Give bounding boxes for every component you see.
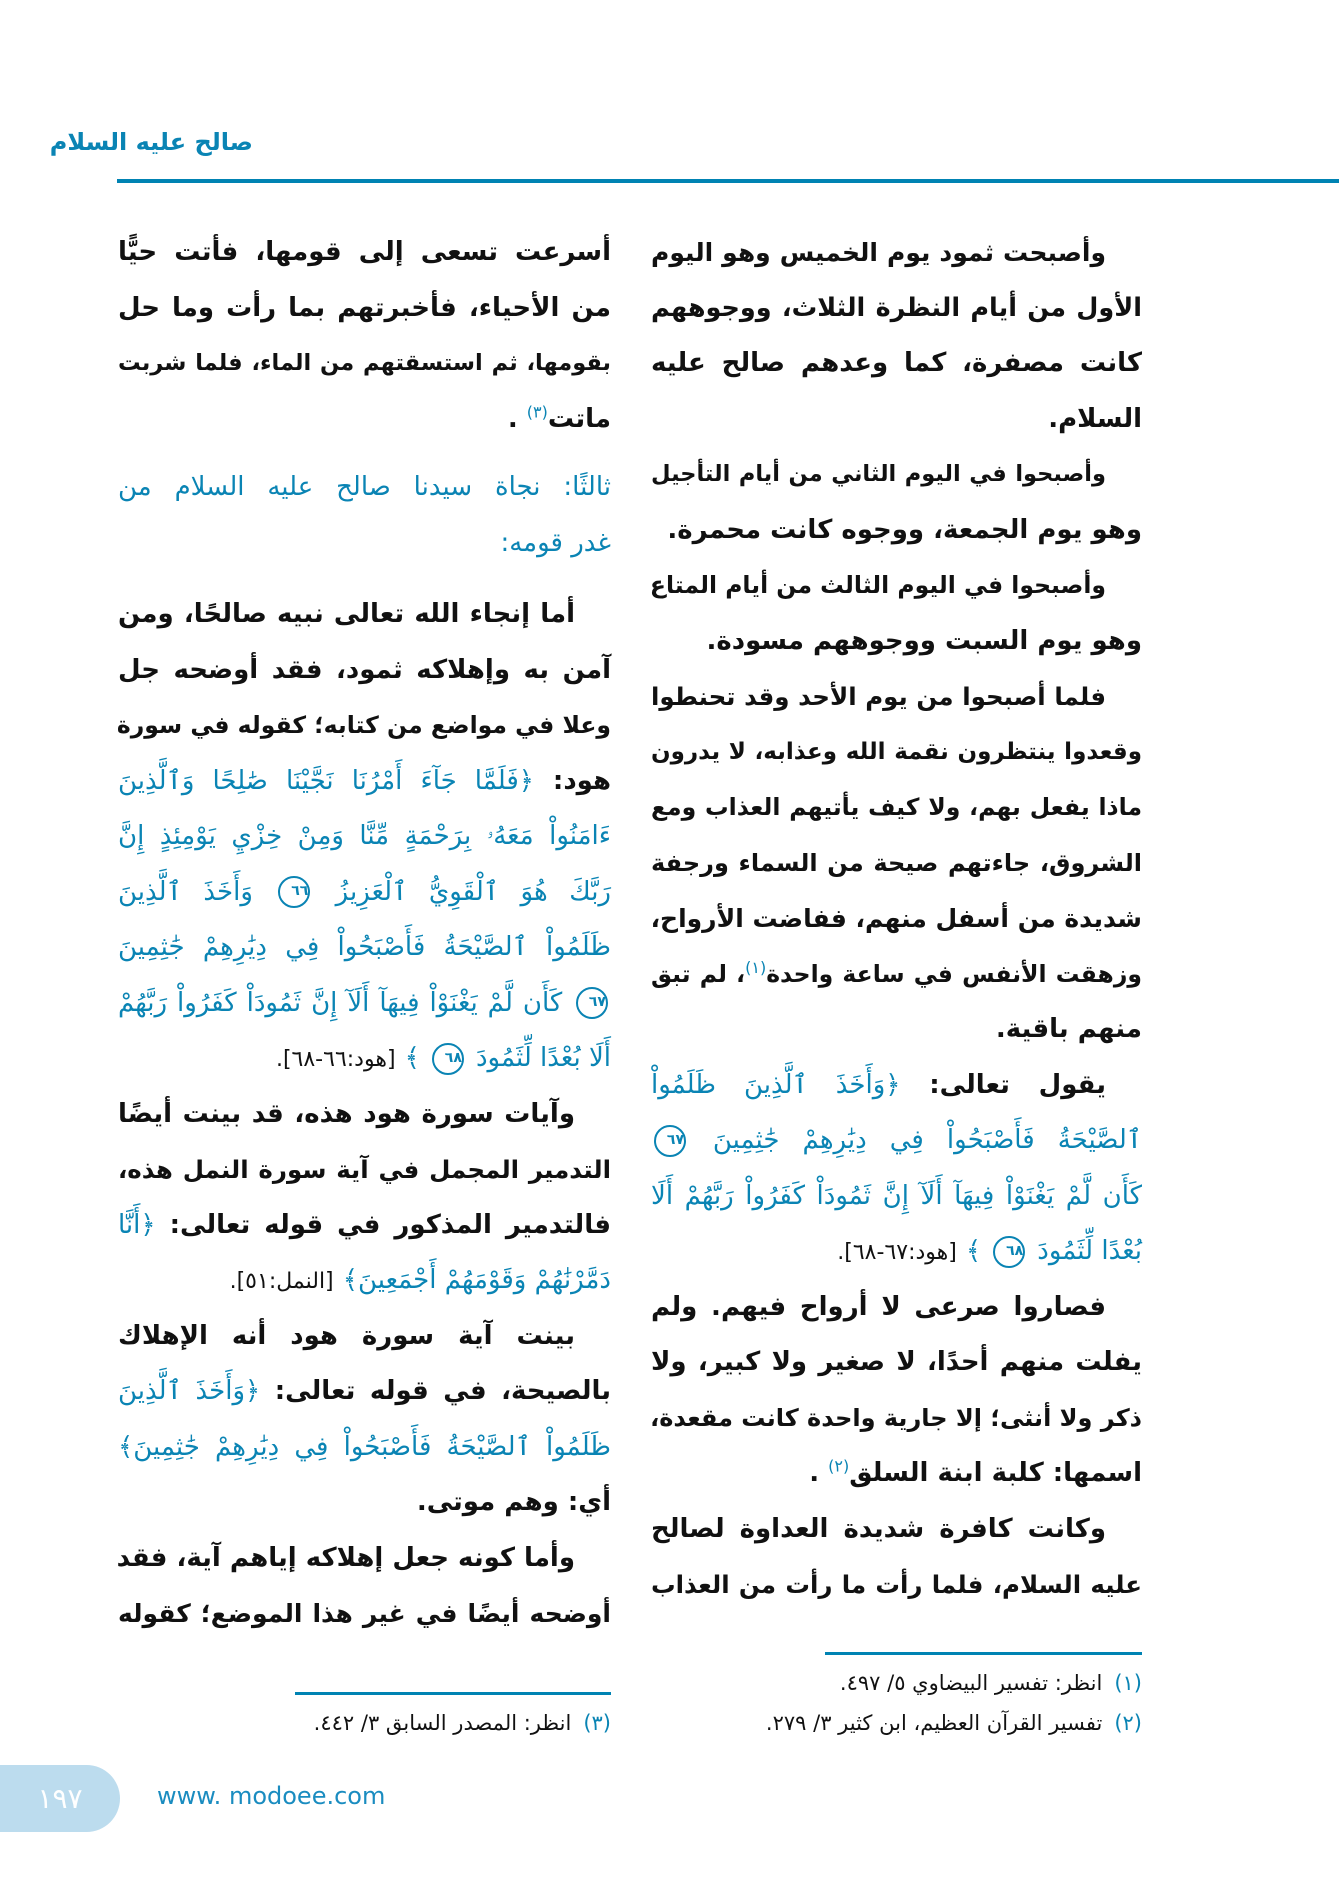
body-text: هود: — [534, 765, 611, 796]
text-line — [118, 1531, 611, 1587]
body-text: . — [809, 1458, 829, 1488]
left-text-column — [118, 225, 611, 1642]
ayah-number-marker: ٦٦ — [278, 876, 310, 908]
text-line — [651, 836, 1142, 892]
body-text: الشروق، جاءتهم صيحة من السماء ورجفة — [651, 848, 1142, 877]
text-line — [118, 1253, 611, 1309]
body-text: وقعدوا ينتظرون نقمة الله وعذابه، لا يدرون — [651, 738, 1142, 765]
body-text: ، لم تبق — [651, 959, 746, 988]
body-text: أي: وهم موتى. — [416, 1487, 611, 1517]
body-text: ماذا يفعل بهم، ولا كيف يأتيهم العذاب ومع — [651, 793, 1142, 821]
body-text: اسمها: كلبة ابنة السلق — [849, 1458, 1142, 1488]
quran-text: كَأَن لَّمْ يَغْنَوْاْ فِيهَآ أَلَآ إِنَّ ثَمُودَاْ كَفَرُواْ رَبَّهُمْ أَلَا — [651, 1180, 1142, 1211]
body-text: وأصبحوا في اليوم الثالث من أيام المتاع — [649, 571, 1106, 599]
heading-line — [118, 516, 611, 572]
quran-text: ﴾ — [965, 1236, 982, 1266]
text-line — [118, 698, 611, 754]
quran-text: ﴿وَأَخَذَ ٱلَّذِينَ ظَلَمُواْ — [651, 1069, 901, 1100]
text-line — [651, 669, 1142, 725]
page-number-tab: ١٩٧ — [0, 1765, 120, 1832]
body-text: أما إنجاء الله تعالى نبيه صالحًا، ومن — [118, 599, 575, 629]
text-line — [651, 1002, 1142, 1058]
text-line — [651, 1502, 1142, 1558]
heading-line — [118, 460, 611, 516]
footnote-rule-right — [825, 1652, 1142, 1655]
body-text: فالتدمير المذكور في قوله تعالى: — [155, 1209, 611, 1240]
text-line — [118, 643, 611, 699]
running-title: صالح عليه السلام — [49, 128, 253, 156]
text-line — [118, 920, 611, 976]
footnote-number: (١) — [1114, 1671, 1142, 1695]
body-text: يقول تعالى: — [900, 1069, 1106, 1100]
text-line — [651, 1058, 1142, 1114]
text-line — [651, 447, 1142, 503]
footnote-number: (٢) — [1114, 1711, 1142, 1735]
body-text: وآيات سورة هود هذه، قد بينت أيضًا — [118, 1098, 575, 1129]
quran-text: ﴿أَنَّا — [118, 1209, 156, 1240]
text-line — [651, 1557, 1142, 1613]
quran-text: ﴿وَأَخَذَ ٱلَّذِينَ — [118, 1376, 261, 1406]
body-text: عليه السلام، فلما رأت ما رأت من العذاب — [651, 1570, 1142, 1599]
footnote-text: انظر: تفسير البيضاوي ٥/ ٤٩٧. — [839, 1671, 1103, 1695]
footnote-text: تفسير القرآن العظيم، ابن كثير ٣/ ٢٧٩. — [765, 1711, 1103, 1735]
verse-reference: [هود:٦٦-٦٨]. — [275, 1047, 396, 1072]
text-line — [651, 392, 1142, 448]
body-text: وزهقت الأنفس في ساعة واحدة — [766, 959, 1142, 988]
text-line — [651, 780, 1142, 836]
text-line — [118, 1031, 611, 1087]
text-line — [118, 754, 611, 810]
text-line — [118, 336, 611, 392]
quran-text: وَأَخَذَ ٱلَّذِينَ — [118, 876, 253, 907]
body-text: التدمير المجمل في آية سورة النمل هذه، — [118, 1155, 611, 1184]
text-line — [651, 1335, 1142, 1391]
ayah-number-marker: ٦٧ — [654, 1125, 686, 1157]
body-text: ذكر ولا أنثى؛ إلا جارية واحدة كانت مقعدة، — [650, 1403, 1142, 1432]
body-text: ماتت — [547, 403, 611, 434]
text-line — [118, 1198, 611, 1254]
text-line — [118, 392, 611, 448]
text-line — [651, 1113, 1142, 1169]
ayah-number-marker: ٦٧ — [576, 987, 608, 1019]
quran-text: ٱلصَّيْحَةُ فَأَصْبَحُواْ فِي دِيَٰرِهِمْ جَٰثِمِينَ — [712, 1125, 1142, 1155]
text-line — [651, 1446, 1142, 1502]
quran-text: أَلَا بُعْدًا لِّثَمُودَ — [475, 1043, 611, 1073]
quran-text: ﴾ — [404, 1043, 420, 1073]
quran-text: ﴿فَلَمَّا جَآءَ أَمْرُنَا نَجَّيْنَا صَٰلِحًا وَٱلَّذِينَ — [118, 765, 535, 796]
text-line — [118, 1420, 611, 1476]
body-text: وأما كونه جعل إهلاكه إياهم آية، فقد — [116, 1542, 575, 1573]
text-line — [651, 1169, 1142, 1225]
body-text: وهو يوم الجمعة، ووجوه كانت محمرة. — [667, 514, 1142, 545]
text-line — [651, 281, 1142, 337]
text-line — [118, 809, 611, 865]
text-line — [651, 336, 1142, 392]
quran-text: بُعْدًا لِّثَمُودَ — [1037, 1236, 1142, 1266]
body-text: الأول من أيام النظرة الثلاث، ووجوههم — [651, 292, 1142, 323]
body-text: منهم باقية. — [995, 1014, 1142, 1044]
footnote-3 — [314, 1706, 611, 1740]
text-line — [651, 947, 1142, 1003]
text-line — [118, 1309, 611, 1365]
body-text: . — [507, 403, 527, 434]
text-line — [118, 1475, 611, 1531]
footnote-2 — [766, 1706, 1142, 1740]
body-text: كانت مصفرة، كما وعدهم صالح عليه — [651, 348, 1142, 378]
quran-text: ظَلَمُواْ ٱلصَّيْحَةُ فَأَصْبَحُواْ فِي دِيَٰرِهِمْ جَٰثِمِينَ﴾ — [118, 1431, 611, 1462]
text-line — [118, 865, 611, 921]
quran-text: دَمَّرْنَٰهُمْ وَقَوْمَهُمْ أَجْمَعِينَ﴾ — [342, 1265, 611, 1295]
body-text: بقومها، ثم استسقتهم من الماء، فلما شربت — [118, 350, 611, 376]
body-text: وأصبحت ثمود يوم الخميس وهو اليوم — [651, 238, 1106, 267]
text-line — [651, 891, 1142, 947]
text-line — [651, 503, 1142, 559]
footnote-number: (٣) — [583, 1711, 611, 1735]
quran-text: ءَامَنُواْ مَعَهُۥ بِرَحْمَةٍ مِّنَّا وَمِنْ خِزْيِ يَوْمِئِذٍ إِنَّ — [118, 821, 611, 851]
body-text: أوضحه أيضًا في غير هذا الموضع؛ كقوله — [118, 1599, 611, 1628]
text-line — [651, 1280, 1142, 1336]
quran-text: ظَلَمُواْ ٱلصَّيْحَةُ فَأَصْبَحُواْ فِي دِيَٰرِهِمْ جَٰثِمِينَ — [118, 932, 611, 962]
body-text: أسرعت تسعى إلى قومها، فأتت حيًّا — [118, 237, 611, 267]
text-line — [118, 1142, 611, 1198]
footnote-marker: (٢) — [828, 1456, 850, 1476]
body-text: بالصيحة، في قوله تعالى: — [260, 1376, 611, 1406]
text-line — [118, 1087, 611, 1143]
footnote-1 — [840, 1666, 1142, 1700]
body-text: من الأحياء، فأخبرتهم بما رأت وما حل — [118, 292, 611, 323]
text-line — [651, 1224, 1142, 1280]
footnote-text: انظر: المصدر السابق ٣/ ٤٤٢. — [313, 1711, 572, 1735]
verse-reference: [هود:٦٧-٦٨]. — [837, 1240, 957, 1265]
ayah-number-marker: ٦٨ — [432, 1043, 464, 1075]
text-line — [651, 558, 1142, 614]
text-line — [118, 1586, 611, 1642]
body-text: السلام. — [1048, 403, 1142, 434]
quran-text: رَبَّكَ هُوَ ٱلْقَوِيُّ ٱلْعَزِيزُ — [335, 876, 611, 907]
text-line — [118, 1364, 611, 1420]
site-url-link[interactable]: www. modoee.com — [157, 1782, 386, 1810]
body-text: آمن به وإهلاكه ثمود، فقد أوضحه جل — [118, 654, 611, 685]
footnote-marker: (٣) — [526, 401, 548, 421]
body-text: يفلت منهم أحدًا، لا صغير ولا كبير، ولا — [651, 1347, 1142, 1377]
body-text: وكانت كافرة شديدة العداوة لصالح — [651, 1513, 1106, 1544]
body-text: وعلا في مواضع من كتابه؛ كقوله في سورة — [116, 711, 611, 739]
verse-reference: [النمل:٥١]. — [229, 1269, 334, 1294]
text-line — [118, 976, 611, 1032]
body-text: شديدة من أسفل منهم، ففاضت الأرواح، — [650, 904, 1142, 933]
text-line — [118, 281, 611, 337]
body-text: وأصبحوا في اليوم الثاني من أيام التأجيل — [651, 461, 1106, 487]
body-text: بينت آية سورة هود أنه الإهلاك — [118, 1320, 575, 1351]
ayah-number-marker: ٦٨ — [993, 1236, 1025, 1268]
header-rule — [117, 179, 1339, 183]
text-line — [651, 225, 1142, 281]
body-text: فصاروا صرعى لا أرواح فيهم. ولم — [651, 1291, 1106, 1322]
right-text-column — [651, 225, 1142, 1613]
footnote-rule-left — [295, 1692, 611, 1695]
body-text: وهو يوم السبت ووجوههم مسودة. — [706, 625, 1142, 656]
quran-text: كَأَن لَّمْ يَغْنَوْاْ فِيهَآ أَلَآ إِنَّ ثَمُودَاْ كَفَرُواْ رَبَّهُمْ — [118, 987, 563, 1018]
text-line — [118, 587, 611, 643]
text-line — [651, 1391, 1142, 1447]
footnote-marker: (١) — [745, 957, 767, 977]
section-heading: ثالثًا: نجاة سيدنا صالح عليه السلام من — [118, 472, 611, 502]
text-line — [651, 614, 1142, 670]
text-line — [651, 725, 1142, 781]
section-heading: غدر قومه: — [500, 527, 611, 558]
body-text: فلما أصبحوا من يوم الأحد وقد تحنطوا — [651, 682, 1106, 711]
text-line — [118, 225, 611, 281]
